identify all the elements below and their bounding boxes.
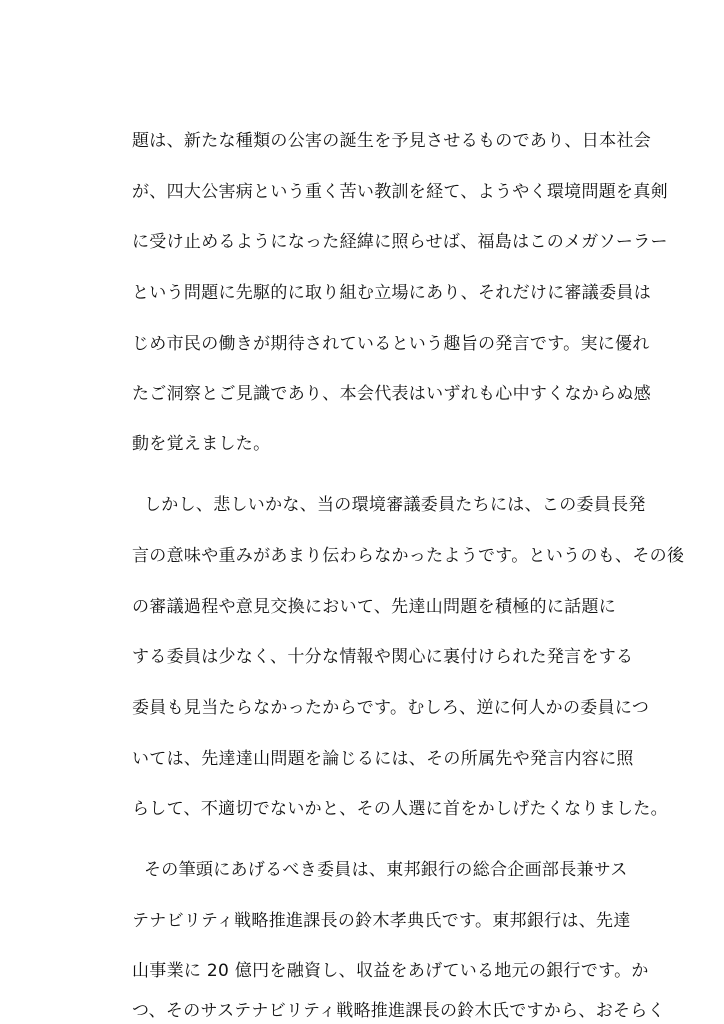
paragraph-1-line-5: じめ市民の働きが期待されているという趣旨の発言です。実に優れ bbox=[132, 334, 650, 354]
paragraph-1-line-3: に受け止めるようになった経緯に照らせば、福島はこのメガソーラー bbox=[132, 232, 668, 252]
paragraph-3-line-2: テナビリティ戦略推進課長の鈴木孝典氏です。東邦銀行は、先達 bbox=[132, 911, 631, 931]
paragraph-1-line-6: たご洞察とご見識であり、本会代表はいずれも心中すくなからぬ感 bbox=[132, 384, 651, 404]
paragraph-2-line-2: 言の意味や重みがあまり伝わらなかったようです。というのも、その後 bbox=[132, 546, 685, 566]
paragraph-2-line-6: いては、先達達山問題を論じるには、その所属先や発言内容に照 bbox=[132, 749, 634, 769]
paragraph-1-line-7: 動を覚えました。 bbox=[132, 434, 271, 454]
paragraph-3-line-4: つ、そのサステナビリティ戦略推進課長の鈴木氏ですから、おそらく bbox=[132, 1001, 665, 1021]
paragraph-1-line-1: 題は、新たな種類の公害の誕生を予見させるものであり、日本社会 bbox=[132, 131, 651, 151]
paragraph-2-line-5: 委員も見当たらなかったからです。むしろ、逆に何人かの委員につ bbox=[132, 698, 650, 718]
paragraph-2-line-3: の審議過程や意見交換において、先達山問題を積極的に話題に bbox=[132, 597, 617, 617]
paragraph-2-line-7: らして、不適切でないかと、その人選に首をかしげたくなりました。 bbox=[132, 799, 668, 819]
paragraph-2-line-1: しかし、悲しいかな、当の環境審議委員たちには、この委員長発 bbox=[144, 495, 646, 515]
paragraph-2-line-4: する委員は少なく、十分な情報や関心に裏付けられた発言をする bbox=[132, 647, 634, 667]
paragraph-1-line-4: という問題に先駆的に取り組む立場にあり、それだけに審議委員は bbox=[132, 283, 651, 303]
paragraph-3-line-1: その筆頭にあげるべき委員は、東邦銀行の総合企画部長兼サス bbox=[144, 860, 628, 880]
paragraph-3-line-3: 山事業に 20 億円を融資し、収益をあげている地元の銀行です。か bbox=[132, 961, 649, 981]
paragraph-1-line-2: が、四大公害病という重く苦い教訓を経て、ようやく環境問題を真剣 bbox=[132, 182, 668, 202]
